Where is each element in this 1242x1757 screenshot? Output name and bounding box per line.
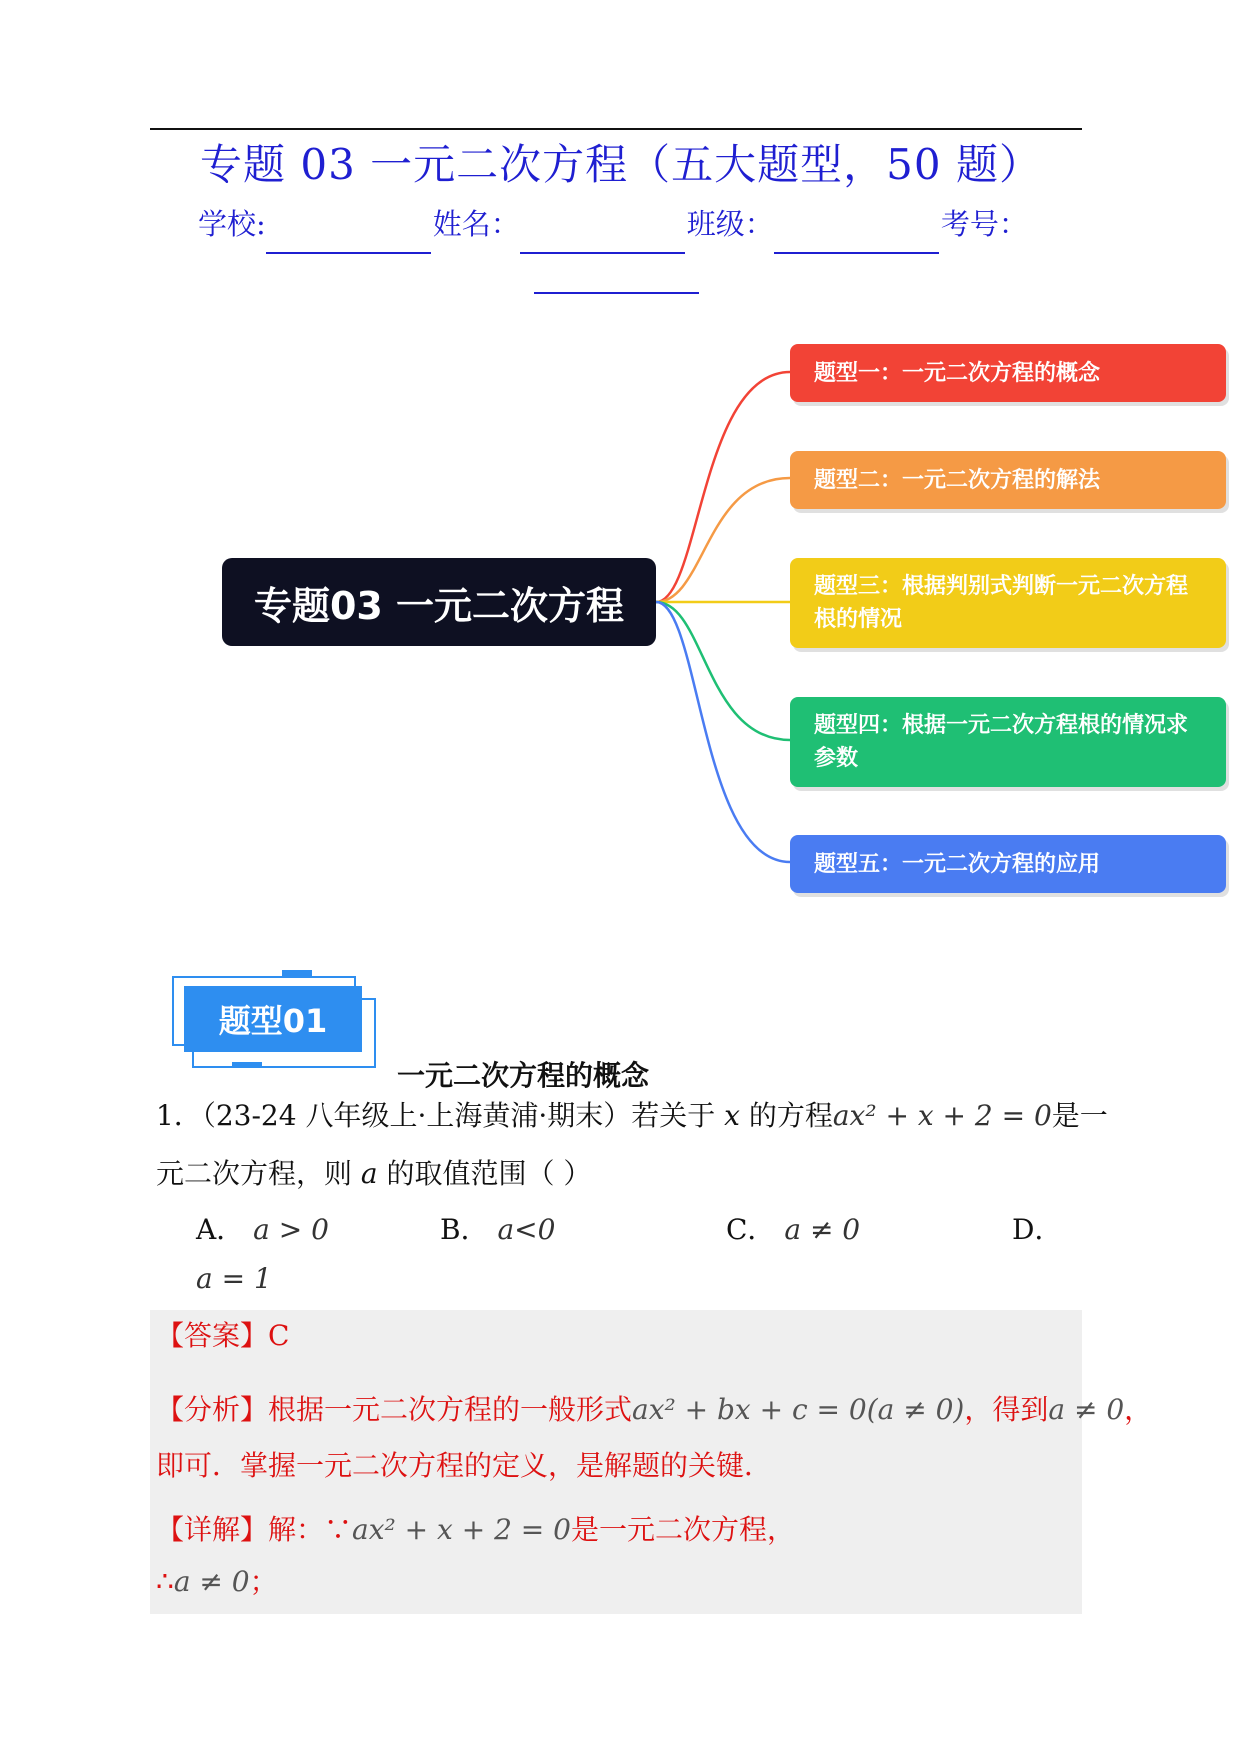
question-number: 1． bbox=[156, 1099, 202, 1132]
question-line-1 bbox=[156, 1094, 1108, 1134]
option-d-value: a = 1 bbox=[196, 1262, 272, 1295]
option-letter: A． bbox=[196, 1213, 245, 1246]
mindmap-center: 专题03 一元二次方程 bbox=[222, 558, 656, 646]
option-a bbox=[196, 1208, 329, 1248]
option-b bbox=[440, 1208, 555, 1248]
mindmap-node-1: 题型一：一元二次方程的概念 bbox=[790, 344, 1226, 402]
detail-line-2 bbox=[156, 1560, 278, 1600]
detail-line-1 bbox=[156, 1508, 795, 1548]
therefore-symbol: ∴ bbox=[156, 1565, 174, 1598]
badge-accent bbox=[232, 1062, 262, 1068]
question-var-a: a bbox=[360, 1157, 378, 1190]
school-label: 学校: bbox=[198, 207, 266, 241]
question-text: 的取值范围（ ） bbox=[377, 1157, 592, 1190]
question-line-2 bbox=[156, 1152, 591, 1192]
question-text: （23-24 八年级上·上海黄浦·期末）若关于 bbox=[201, 1099, 725, 1132]
analysis-text: 根据一元二次方程的一般形式 bbox=[268, 1393, 633, 1426]
detail-equation: a ≠ 0 bbox=[173, 1565, 250, 1598]
exam-no-label: 考号： bbox=[940, 207, 1028, 241]
analysis-text: ， bbox=[1124, 1393, 1153, 1426]
badge-label: 题型01 bbox=[184, 986, 362, 1052]
option-value: a ≠ 0 bbox=[784, 1213, 861, 1246]
badge-accent bbox=[282, 970, 312, 976]
answer-line bbox=[156, 1314, 289, 1354]
mindmap-node-2: 题型二：一元二次方程的解法 bbox=[790, 451, 1226, 509]
question-var-x: x bbox=[724, 1099, 740, 1132]
option-c bbox=[726, 1208, 860, 1248]
section-badge bbox=[172, 976, 374, 1068]
question-equation: ax² + x + 2 = 0 bbox=[832, 1099, 1052, 1132]
detail-text: ； bbox=[249, 1565, 278, 1598]
detail-equation: ax² + x + 2 = 0 bbox=[352, 1513, 571, 1546]
analysis-line-2: 即可．掌握一元二次方程的定义，是解题的关键． bbox=[156, 1449, 773, 1482]
section-title: 一元二次方程的概念 bbox=[397, 1059, 650, 1092]
analysis-equation: ax² + bx + c = 0(a ≠ 0) bbox=[632, 1393, 965, 1426]
option-value: a > 0 bbox=[253, 1213, 329, 1246]
connector-5 bbox=[656, 602, 790, 862]
mindmap-node-4: 题型四：根据一元二次方程根的情况求参数 bbox=[790, 697, 1226, 787]
option-letter: C． bbox=[726, 1213, 776, 1246]
page-title: 专题 03 一元二次方程（五大题型，50 题） bbox=[200, 140, 1042, 189]
analysis-text: ，得到 bbox=[964, 1393, 1049, 1426]
option-d-letter: D． bbox=[1012, 1213, 1063, 1246]
name-label: 姓名： bbox=[432, 207, 520, 241]
detail-label: 【详解】 bbox=[156, 1513, 269, 1546]
mindmap-node-3: 题型三：根据判别式判断一元二次方程根的情况 bbox=[790, 558, 1226, 648]
class-label: 班级： bbox=[686, 207, 774, 241]
detail-text: 解： bbox=[268, 1513, 325, 1546]
answer-value: C bbox=[268, 1319, 290, 1352]
analysis-equation: a ≠ 0 bbox=[1048, 1393, 1125, 1426]
option-value: a<0 bbox=[497, 1213, 556, 1246]
mindmap-node-5: 题型五：一元二次方程的应用 bbox=[790, 835, 1226, 893]
detail-text: 是一元二次方程， bbox=[570, 1513, 795, 1546]
connector-1 bbox=[656, 372, 790, 602]
question-text: 的方程 bbox=[739, 1099, 833, 1132]
analysis-line-1 bbox=[156, 1388, 1152, 1428]
answer-label: 【答案】 bbox=[156, 1319, 269, 1352]
question-text: 元二次方程，则 bbox=[156, 1157, 361, 1190]
question-text: 是一 bbox=[1051, 1099, 1108, 1132]
because-symbol: ∵ bbox=[324, 1513, 353, 1546]
analysis-label: 【分析】 bbox=[156, 1393, 269, 1426]
option-letter: B． bbox=[440, 1213, 489, 1246]
